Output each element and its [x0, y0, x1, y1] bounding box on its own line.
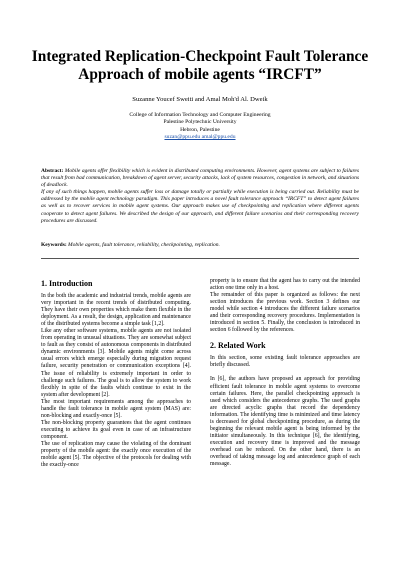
- intro-paragraph-1: In the both the academic and industrial trends, mobile agents are very important in the recent trends of distributed computing. They have their own properties which make them flexible in the deployment. As a result, the design, application and maintenance of the distributed systems become a simple task [1,2].: [41, 293, 191, 328]
- title-line-1: Integrated Replication-Checkpoint Fault Tolerance: [31, 48, 369, 65]
- abstract-label: Abstract:: [41, 168, 64, 174]
- keywords-label: Keywords:: [41, 242, 67, 248]
- intro-paragraph-5: The use of replication may cause the violating of the dominant property of the mobile agent: the exactly once execution of the mobile agent [5]. The objective of the protocols for dealing with the exactly-once: [41, 440, 191, 469]
- left-column: [41, 279, 191, 469]
- affiliation-university: Palestine Polytechnic University: [163, 119, 237, 126]
- abstract-paragraph-1: [41, 168, 359, 189]
- paper-organization-paragraph: The remainder of this paper is organized as follows: the next section introduces the previous work. Section 3 defines our model while section 4 introduces the different failure scenarios and their corresponding recovery procedures. Implementation is introduced in section 5. Finally, the conclusion is introduced in section 6 followed by the references.: [210, 292, 360, 334]
- intro-paragraph-2: Like any other software systems, mobile agents are not isolated from operating in unusual situations. They are somewhat subject to fault as they consist of autonomous components in distributed dynamic environments [3]. Mobile agents might come across usual errors which emerge especially during migration request failure, security penetration or communication exceptions [4]. The issue of reliability is extremely important in order to challenge such failures. The goal is to allow the system to work flexibly in spite of the faults which continue to exist in the system after development [2].: [41, 328, 191, 398]
- spacer: [210, 334, 360, 341]
- keywords-text: Mobile agents, fault tolerance, reliability, checkpointing, replication.: [68, 242, 220, 248]
- author-emails-link[interactable]: suzan@ppu.edu amal@ppu.edu: [164, 134, 236, 141]
- intro-paragraph-3: The most important requirements among the approaches to handle the fault tolerance in mobile agent system (MAS) are: non-blocking and exactly-once [5].: [41, 398, 191, 419]
- intro-paragraph-4: The non-blocking property guarantees that the agent continues executing to achieve its goal even in case of an infrastructure component.: [41, 419, 191, 440]
- related-work-heading: 2. Related Work: [210, 341, 266, 351]
- right-column: [210, 278, 360, 468]
- paper-title: [20, 48, 380, 84]
- abstract-paragraph-2: If any of such things happen, mobile agents suffer loss or damage totally or partially while execution is being carried out. Reliability must be addressed by the mobile agent technology paradigm. This paper introduces a novel fault tolerance approach “IRCFT” to detect agent failures as well as to recover services in mobile agent systems. Our approach makes use of checkpointing and replication where different agents cooperate to detect agent failures. We described the design of our approach, and different failure scenarios and their corresponding recovery procedures are discussed.: [41, 189, 359, 224]
- affiliation-location: Hebron, Palestine: [180, 126, 220, 133]
- introduction-heading: 1. Introduction: [41, 279, 93, 288]
- related-paragraph-1: In this section, some existing fault tolerance approaches are briefly discussed.: [210, 355, 360, 369]
- keywords: [41, 242, 359, 249]
- title-line-2: Approach of mobile agents “IRCFT”: [78, 66, 322, 83]
- authors: Suzanne Youcef Sweiti and Amal Moh'd Al. Dweik: [132, 96, 268, 103]
- abstract-text-1: Mobile agents offer flexibility which is evident in distributed computing environments. However, agent systems are subject to failures that result from bad communication, breakdown of agent server, security attacks, lack of system resources, congestion in network, and situations of deadlock.: [41, 168, 359, 189]
- section-divider: [41, 258, 359, 259]
- abstract: [41, 168, 359, 225]
- affiliation-college: College of Information Technology and Computer Engineering: [129, 112, 271, 118]
- related-paragraph-2: In [6], the authors have proposed an approach for providing efficient fault tolerance in mobile agent systems to overcome certain failures. Here, the parallel checkpointing approach is used which considers the antecedence graphs. The used graphs are directed acyclic graphs that record the dependency information. The identifying time is minimized and time latency is decreased for global checkpointing procedure, as during the beginning the relevant mobile agent is being informed by the initiator simultaneously. In this technique [6], the identifying, execution and recovery time is improved and the message overhead can be reduced. On the other hand, there is an overhead of taking message log and antecedence graph of each message.: [210, 376, 360, 468]
- intro-continuation: property is to ensure that the agent has to carry out the intended action one time only in a host.: [210, 278, 360, 292]
- affiliation: [20, 112, 380, 142]
